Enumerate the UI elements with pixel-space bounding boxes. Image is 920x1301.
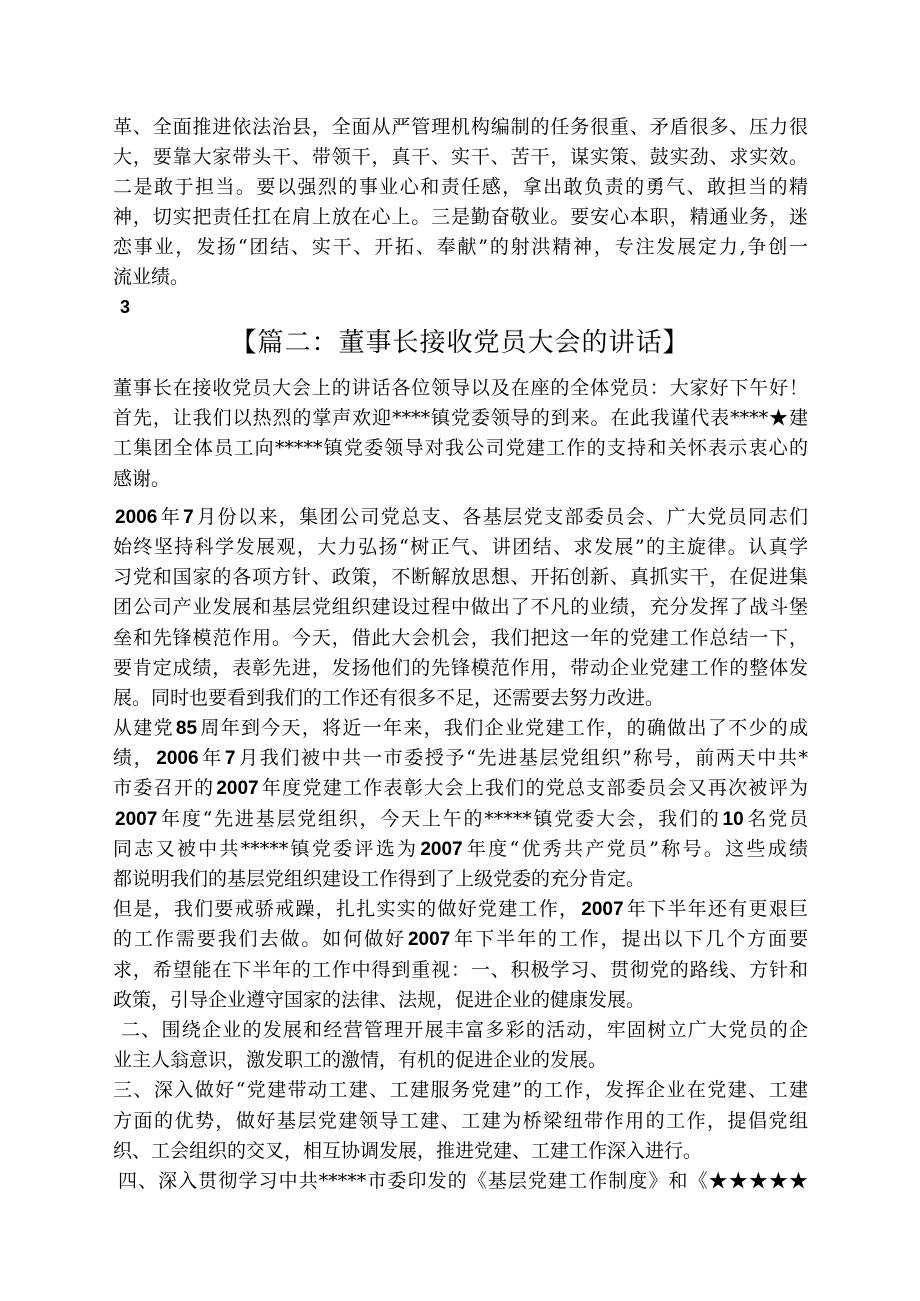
paragraph <box>113 1075 808 1166</box>
number: 7 <box>183 506 194 528</box>
paragraph <box>113 1166 808 1196</box>
text-line: 政策，引导企业遵守国家的法律、法规，促进企业的健康发展。 <box>113 988 646 1011</box>
section-number: 3 <box>120 297 131 317</box>
number: 7 <box>224 748 236 770</box>
continued-paragraph <box>113 112 808 322</box>
text-line: 始终坚持科学发展观，大力弘扬“树正气、讲团结、求发展”的主旋律。认真学 <box>113 535 808 558</box>
number: 2006 <box>115 506 158 528</box>
number: 2007 <box>115 808 158 830</box>
text-line: 工集团全体员工向*****镇党委领导对我公司党建工作的支持和关怀表示衷心的 <box>113 437 808 460</box>
number: 2007 <box>581 899 624 921</box>
text-line: 二、围绕企业的发展和经营管理开展丰富多彩的活动，牢固树立广大党员的企 <box>121 1018 808 1041</box>
text-line: 团公司产业发展和基层党组织建设过程中做出了不凡的业绩，充分发挥了战斗堡 <box>113 596 808 619</box>
number: 85 <box>175 718 198 740</box>
number: 2006 <box>156 748 199 770</box>
text-line: 市委召开的 2007 年度党建工作表彰大会上我们的党总支部委员会又再次被评为 <box>113 777 808 800</box>
text-line: 大，要靠大家带头干、带领干，真干、实干、苦干，谋实策、鼓实劲、求实效。 <box>113 146 808 168</box>
text-line: 2007 年度“先进基层党组织，今天上午的*****镇党委大会，我们的 10 名党员 <box>115 807 808 830</box>
text-line: 求，希望能在下半年的工作中得到重视：一、积极学习、贯彻党的路线、方针和 <box>113 958 808 981</box>
text-line: 方面的优势，做好基层党建领导工建、工建为桥梁纽带作用的工作，提倡党组 <box>113 1109 808 1132</box>
text-line: 都说明我们的基层党组织建设工作得到了上级党委的充分肯定。 <box>113 868 646 890</box>
text-line: 织、工会组织的交叉，相互协调发展，推进党建、工建工作深入进行。 <box>113 1139 703 1162</box>
text-line: 革、全面推进依法治县，全面从严管理机构编制的任务很重、矛盾很多、压力很 <box>113 116 808 138</box>
text-line: 感谢。 <box>113 467 171 490</box>
number: 2007 <box>216 778 259 800</box>
text-line: 董事长在接收党员大会上的讲话各位领导以及在座的全体党员：大家好下午好！ <box>113 377 808 399</box>
text-line: 垒和先锋模范作用。今天，借此大会机会，我们把这一年的党建工作总结一下， <box>113 626 808 649</box>
text-line: 展。同时也要看到我们的工作还有很多不足，还需要去努力改进。 <box>113 686 665 709</box>
paragraph <box>113 894 808 1015</box>
text-line: 流业绩。 <box>113 266 190 288</box>
text-line: 首先，让我们以热烈的掌声欢迎****镇党委领导的到来。在此我谨代表****★建 <box>113 407 808 430</box>
text-line: 四、深入贯彻学习中共*****市委印发的《基层党建工作制度》和《★★★★★ <box>118 1169 808 1192</box>
text-line: 同志又被中共*****镇党委评选为 2007 年度“优秀共产党员”称号。这些成绩 <box>113 837 808 860</box>
paragraph <box>113 1015 808 1075</box>
paragraph <box>113 373 808 494</box>
number: 2007 <box>420 838 463 860</box>
text-line: 二是敢于担当。要以强烈的事业心和责任感，拿出敢负责的勇气、敢担当的精 <box>113 176 808 198</box>
text-line: 业主人翁意识，激发职工的激情，有机的促进企业的发展。 <box>113 1049 608 1072</box>
section-body <box>113 373 808 1196</box>
text-line: 神，切实把责任扛在肩上放在心上。三是勤奋敬业。要安心本职，精通业务，迷 <box>113 206 808 228</box>
text-line: 习党和国家的各项方针、政策，不断解放思想、开拓创新、真抓实干，在促进集 <box>113 566 808 589</box>
text-line: 的工作需要我们去做。如何做好 2007 年下半年的工作，提出以下几个方面要 <box>113 928 808 951</box>
text-line: 但是，我们要戒骄戒躁，扎扎实实的做好党建工作， 2007 年下半年还有更艰巨 <box>113 898 808 921</box>
paragraph <box>113 713 808 894</box>
paragraph <box>113 502 808 713</box>
text-line: 三、深入做好“党建带动工建、工建服务党建”的工作，发挥企业在党建、工建 <box>113 1079 808 1102</box>
text-line: 2006 年 7 月份以来，集团公司党总支、各基层党支部委员会、广大党员同志们 <box>115 505 808 528</box>
text-line: 恋事业，发扬“团结、实干、开拓、奉献”的射洪精神，专注发展定力,争创一 <box>113 236 808 258</box>
number: 2007 <box>407 929 451 951</box>
section-title: 【篇二：董事长接收党员大会的讲话】 <box>230 328 690 358</box>
text-line: 要肯定成绩，表彰先进，发扬他们的先锋模范作用，带动企业党建工作的整体发 <box>113 656 808 679</box>
text-line: 从建党 85 周年到今天，将近一年来，我们企业党建工作，的确做出了不少的成 <box>113 717 808 740</box>
number: 10 <box>722 808 744 830</box>
text-line: 绩， 2006 年 7 月我们被中共一市委授予“先进基层党组织”称号，前两天中共* <box>113 747 808 770</box>
